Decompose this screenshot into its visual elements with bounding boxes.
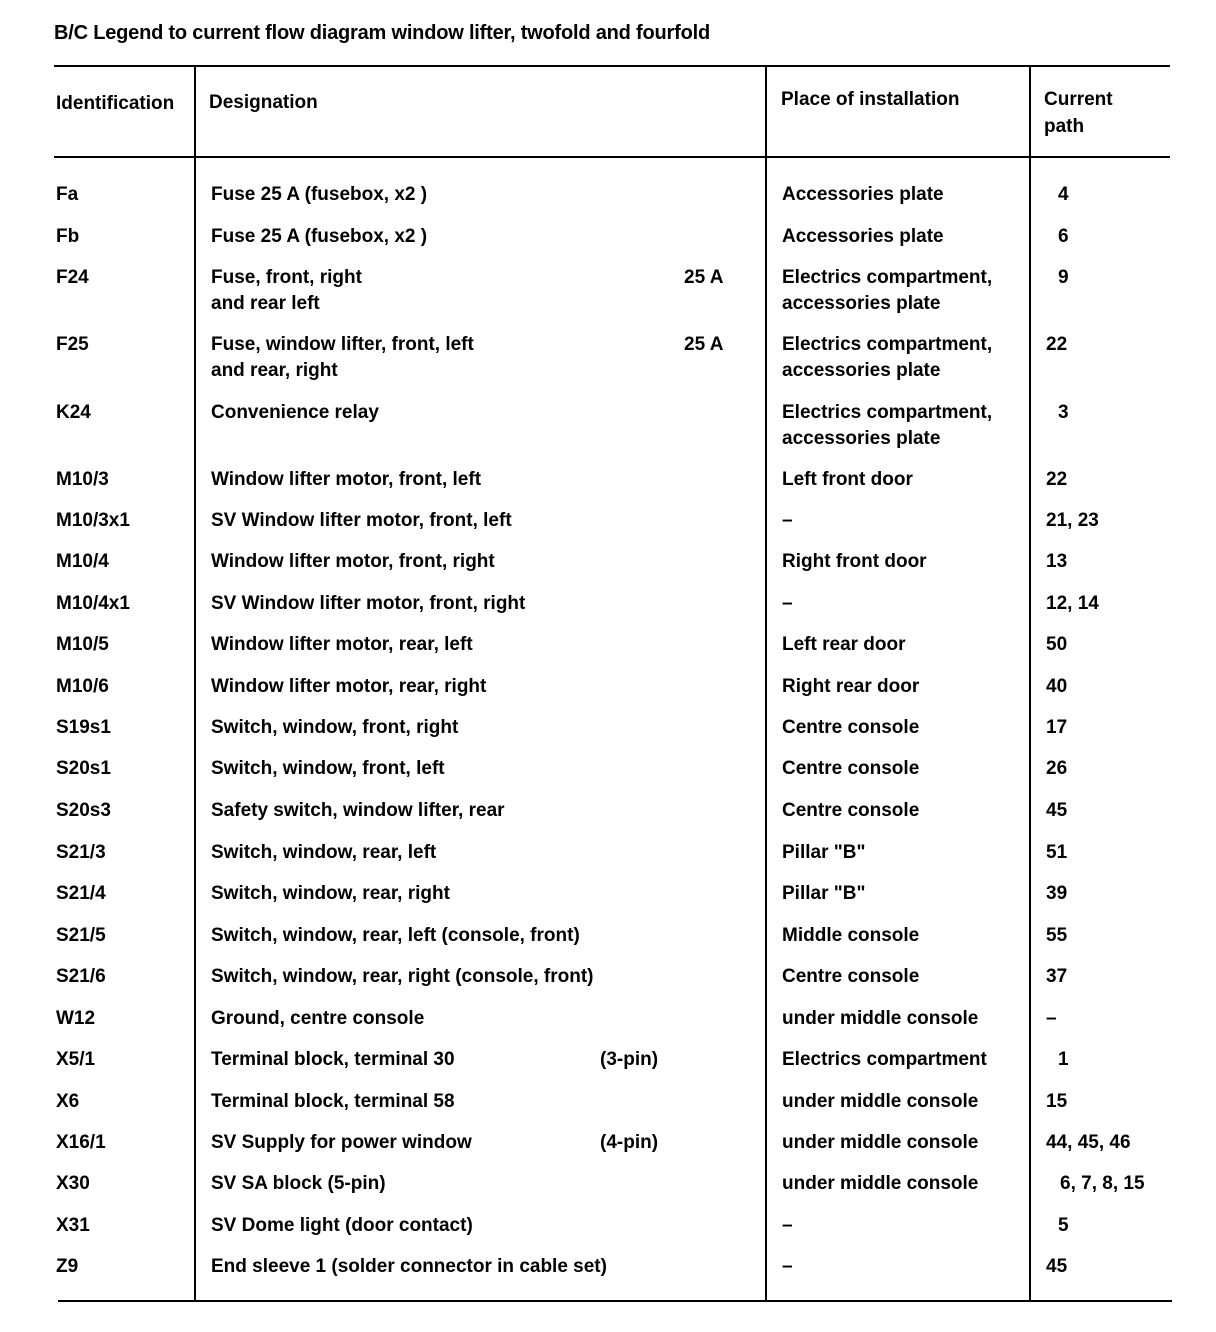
row-designation: Fuse 25 A (fusebox, x2 ) [211, 226, 428, 247]
row-identification: W12 [56, 1008, 96, 1029]
row-identification: M10/5 [56, 634, 109, 655]
row-designation: Safety switch, window lifter, rear [211, 800, 505, 821]
row-current-path: 55 [1046, 925, 1068, 946]
row-place-of-installation: Pillar "B" [782, 842, 866, 863]
row-identification: S21/5 [56, 925, 106, 946]
row-designation: Window lifter motor, front, right [211, 551, 495, 572]
row-designation: Terminal block, terminal 30 [211, 1049, 455, 1070]
row-current-path: – [1046, 1008, 1057, 1029]
row-place-of-installation: Centre console [782, 966, 920, 987]
row-current-path: 9 [1058, 267, 1069, 288]
row-place-of-installation: Electrics compartment, accessories plate [782, 402, 993, 449]
row-identification: M10/3x1 [56, 510, 130, 531]
row-identification: F24 [56, 267, 89, 288]
row-place-of-installation: Electrics compartment [782, 1049, 987, 1070]
row-place-of-installation: – [782, 1256, 793, 1277]
row-place-of-installation: – [782, 1215, 793, 1236]
row-current-path: 13 [1046, 551, 1068, 572]
row-place-of-installation: under middle console [782, 1091, 979, 1112]
row-current-path: 45 [1046, 800, 1068, 821]
row-current-path: 5 [1058, 1215, 1069, 1236]
row-current-path: 1 [1058, 1049, 1069, 1070]
table-bottom-rule [58, 1300, 1172, 1302]
row-designation: Window lifter motor, front, left [211, 469, 482, 490]
row-designation: Convenience relay [211, 402, 379, 423]
row-place-of-installation: Electrics compartment, accessories plate [782, 334, 993, 381]
row-identification: S20s3 [56, 800, 111, 821]
row-identification: S20s1 [56, 758, 111, 779]
row-rating: (4-pin) [600, 1132, 659, 1153]
row-current-path: 22 [1046, 469, 1068, 490]
row-place-of-installation: Accessories plate [782, 184, 944, 205]
header-place-of-installation: Place of installation [781, 89, 960, 110]
row-current-path: 21, 23 [1046, 510, 1099, 531]
row-place-of-installation: Pillar "B" [782, 883, 866, 904]
row-identification: S19s1 [56, 717, 111, 738]
page-title: B/C Legend to current flow diagram window lifter, twofold and fourfold [54, 22, 710, 44]
row-designation: Switch, window, rear, left [211, 842, 437, 863]
row-designation: End sleeve 1 (solder connector in cable set) [211, 1256, 607, 1277]
row-identification: Z9 [56, 1256, 79, 1277]
row-current-path: 50 [1046, 634, 1068, 655]
row-current-path: 51 [1046, 842, 1068, 863]
row-identification: M10/6 [56, 676, 109, 697]
row-identification: S21/4 [56, 883, 106, 904]
row-designation: Terminal block, terminal 58 [211, 1091, 455, 1112]
row-current-path: 17 [1046, 717, 1068, 738]
row-current-path: 4 [1058, 184, 1069, 205]
row-identification: M10/3 [56, 469, 109, 490]
row-identification: X31 [56, 1215, 90, 1236]
row-designation: SV Dome light (door contact) [211, 1215, 473, 1236]
row-designation: SV Window lifter motor, front, left [211, 510, 512, 531]
row-identification: S21/6 [56, 966, 106, 987]
row-designation: Window lifter motor, rear, left [211, 634, 473, 655]
row-designation: Fuse, front, right and rear left [211, 267, 362, 314]
row-place-of-installation: Right front door [782, 551, 927, 572]
row-current-path: 6 [1058, 226, 1069, 247]
row-place-of-installation: Centre console [782, 758, 920, 779]
row-identification: M10/4 [56, 551, 109, 572]
row-identification: X16/1 [56, 1132, 106, 1153]
row-place-of-installation: Accessories plate [782, 226, 944, 247]
row-current-path: 12, 14 [1046, 593, 1099, 614]
row-identification: X5/1 [56, 1049, 96, 1070]
row-identification: Fb [56, 226, 80, 247]
row-place-of-installation: Left rear door [782, 634, 906, 655]
row-identification: X30 [56, 1173, 90, 1194]
row-place-of-installation: – [782, 593, 793, 614]
header-designation: Designation [209, 92, 318, 113]
table-top-rule [54, 65, 1170, 67]
row-place-of-installation: under middle console [782, 1132, 979, 1153]
row-current-path: 22 [1046, 334, 1068, 355]
row-current-path: 15 [1046, 1091, 1068, 1112]
row-identification: Fa [56, 184, 79, 205]
row-designation: Switch, window, front, left [211, 758, 445, 779]
row-designation: Switch, window, rear, right (console, front) [211, 966, 594, 987]
row-place-of-installation: Centre console [782, 717, 920, 738]
row-place-of-installation: Centre console [782, 800, 920, 821]
row-current-path: 37 [1046, 966, 1068, 987]
row-identification: S21/3 [56, 842, 106, 863]
row-current-path: 44, 45, 46 [1046, 1132, 1131, 1153]
row-designation: Fuse 25 A (fusebox, x2 ) [211, 184, 428, 205]
row-current-path: 40 [1046, 676, 1068, 697]
row-place-of-installation: Electrics compartment, accessories plate [782, 267, 993, 314]
row-identification: M10/4x1 [56, 593, 130, 614]
row-rating: 25 A [684, 334, 724, 355]
row-current-path: 6, 7, 8, 15 [1060, 1173, 1145, 1194]
row-place-of-installation: – [782, 510, 793, 531]
row-place-of-installation: under middle console [782, 1008, 979, 1029]
row-current-path: 45 [1046, 1256, 1068, 1277]
row-designation: Window lifter motor, rear, right [211, 676, 487, 697]
row-place-of-installation: Middle console [782, 925, 920, 946]
row-designation: Switch, window, front, right [211, 717, 459, 738]
row-identification: X6 [56, 1091, 80, 1112]
row-designation: Ground, centre console [211, 1008, 425, 1029]
row-designation: Switch, window, rear, right [211, 883, 450, 904]
row-identification: K24 [56, 402, 91, 423]
column-divider-1 [194, 67, 196, 1302]
row-current-path: 39 [1046, 883, 1068, 904]
row-designation: SV SA block (5-pin) [211, 1173, 386, 1194]
column-divider-2 [765, 67, 767, 1302]
row-place-of-installation: under middle console [782, 1173, 979, 1194]
row-rating: 25 A [684, 267, 724, 288]
row-designation: Switch, window, rear, left (console, front) [211, 925, 580, 946]
row-place-of-installation: Right rear door [782, 676, 920, 697]
column-divider-3 [1029, 67, 1031, 1302]
row-current-path: 3 [1058, 402, 1069, 423]
header-identification: Identification [56, 93, 175, 114]
row-identification: F25 [56, 334, 89, 355]
row-current-path: 26 [1046, 758, 1068, 779]
row-rating: (3-pin) [600, 1049, 659, 1070]
row-place-of-installation: Left front door [782, 469, 913, 490]
row-designation: SV Window lifter motor, front, right [211, 593, 526, 614]
row-designation: SV Supply for power window [211, 1132, 472, 1153]
header-bottom-rule [54, 156, 1170, 158]
header-current-path: Current path [1044, 89, 1113, 137]
row-designation: Fuse, window lifter, front, left and rear, right [211, 334, 474, 381]
